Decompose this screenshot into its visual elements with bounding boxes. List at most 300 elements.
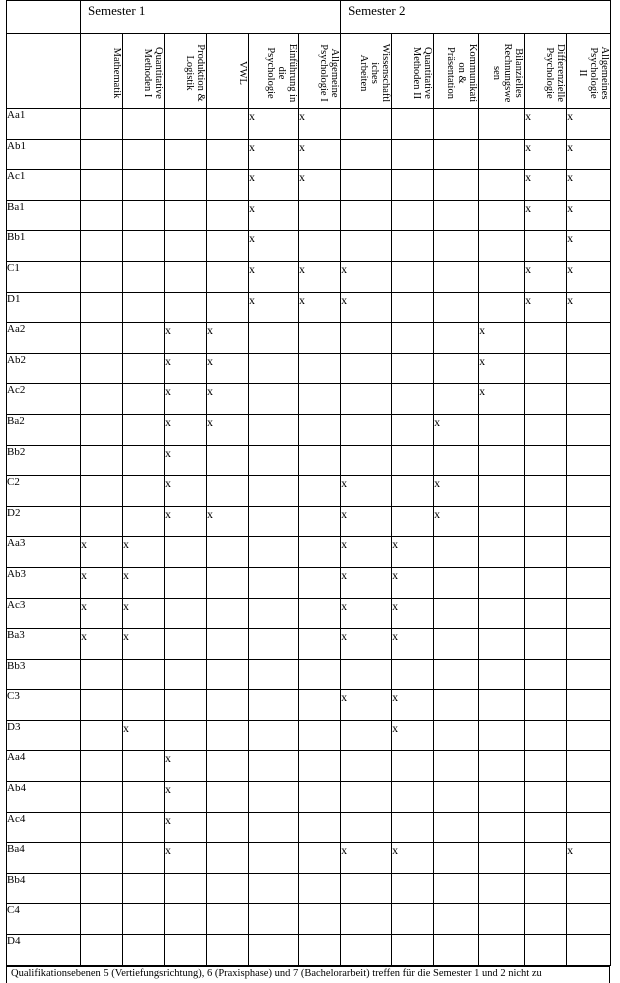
empty-cell bbox=[479, 231, 525, 262]
table-row bbox=[7, 843, 611, 874]
mark-cell: x bbox=[341, 506, 392, 537]
empty-cell bbox=[123, 353, 165, 384]
empty-cell bbox=[299, 231, 341, 262]
empty-cell bbox=[165, 904, 207, 935]
mark-cell: x bbox=[249, 139, 299, 170]
table-row bbox=[7, 139, 611, 170]
mark-cell: x bbox=[299, 139, 341, 170]
mark-cell: x bbox=[165, 843, 207, 874]
empty-cell bbox=[479, 537, 525, 568]
empty-cell bbox=[434, 629, 479, 660]
course-column-header bbox=[165, 34, 207, 109]
table-row bbox=[7, 904, 611, 935]
empty-cell bbox=[392, 139, 434, 170]
qualification-level-label: Ac4 bbox=[7, 812, 81, 843]
empty-cell bbox=[341, 109, 392, 140]
mark-cell: x bbox=[567, 292, 611, 323]
empty-cell bbox=[341, 170, 392, 201]
empty-cell bbox=[479, 782, 525, 813]
empty-cell bbox=[525, 690, 567, 721]
qualification-level-label: Ba2 bbox=[7, 414, 81, 445]
table-row bbox=[7, 598, 611, 629]
empty-cell bbox=[165, 598, 207, 629]
empty-cell bbox=[81, 812, 123, 843]
qualification-level-label: C3 bbox=[7, 690, 81, 721]
empty-cell bbox=[207, 873, 249, 904]
empty-cell bbox=[434, 751, 479, 782]
empty-cell bbox=[434, 782, 479, 813]
qualification-level-label: D1 bbox=[7, 292, 81, 323]
empty-cell bbox=[249, 873, 299, 904]
empty-cell bbox=[207, 567, 249, 598]
empty-cell bbox=[299, 720, 341, 751]
mark-cell: x bbox=[165, 751, 207, 782]
mark-cell: x bbox=[525, 170, 567, 201]
empty-cell bbox=[123, 170, 165, 201]
table-row bbox=[7, 476, 611, 507]
mark-cell: x bbox=[165, 506, 207, 537]
table-row bbox=[7, 506, 611, 537]
empty-cell bbox=[567, 476, 611, 507]
empty-cell bbox=[299, 751, 341, 782]
empty-cell bbox=[525, 445, 567, 476]
empty-cell bbox=[392, 200, 434, 231]
mark-cell: x bbox=[165, 353, 207, 384]
empty-cell bbox=[81, 384, 123, 415]
mark-cell: x bbox=[299, 292, 341, 323]
empty-cell bbox=[123, 904, 165, 935]
empty-cell bbox=[341, 231, 392, 262]
empty-cell bbox=[81, 231, 123, 262]
table-row bbox=[7, 414, 611, 445]
course-column-header bbox=[567, 34, 611, 109]
empty-cell bbox=[434, 567, 479, 598]
empty-cell bbox=[81, 690, 123, 721]
empty-cell bbox=[434, 935, 479, 966]
mark-cell: x bbox=[341, 843, 392, 874]
empty-cell bbox=[479, 200, 525, 231]
qualification-level-label: Ba3 bbox=[7, 629, 81, 660]
empty-cell bbox=[341, 873, 392, 904]
empty-cell bbox=[479, 414, 525, 445]
empty-cell bbox=[123, 782, 165, 813]
empty-cell bbox=[567, 690, 611, 721]
empty-cell bbox=[249, 782, 299, 813]
table-row bbox=[7, 323, 611, 354]
empty-cell bbox=[392, 476, 434, 507]
empty-cell bbox=[525, 720, 567, 751]
empty-cell bbox=[299, 567, 341, 598]
mark-cell: x bbox=[207, 414, 249, 445]
course-column-header bbox=[249, 34, 299, 109]
qualification-level-label: Ab1 bbox=[7, 139, 81, 170]
empty-cell bbox=[249, 476, 299, 507]
table-row bbox=[7, 109, 611, 140]
mark-cell: x bbox=[392, 567, 434, 598]
empty-cell bbox=[207, 170, 249, 201]
empty-cell bbox=[479, 904, 525, 935]
empty-cell bbox=[341, 782, 392, 813]
mark-cell: x bbox=[479, 384, 525, 415]
empty-cell bbox=[525, 353, 567, 384]
empty-cell bbox=[123, 261, 165, 292]
empty-cell bbox=[525, 904, 567, 935]
empty-cell bbox=[165, 629, 207, 660]
empty-cell bbox=[434, 109, 479, 140]
empty-cell bbox=[392, 170, 434, 201]
empty-cell bbox=[341, 935, 392, 966]
empty-cell bbox=[299, 904, 341, 935]
empty-cell bbox=[479, 873, 525, 904]
course-name: Kommunikati on & Präsentation bbox=[445, 43, 479, 103]
qualification-level-label: Ab3 bbox=[7, 567, 81, 598]
empty-cell bbox=[525, 782, 567, 813]
footnote: Qualifikationsebenen 5 (Vertiefungsrichtung), 6 (Praxisphase) und 7 (Bachelorarbeit) treffen für die Semester 1 und 2 nicht zu bbox=[6, 966, 610, 983]
empty-cell bbox=[207, 200, 249, 231]
empty-cell bbox=[81, 720, 123, 751]
mark-cell: x bbox=[123, 537, 165, 568]
mark-cell: x bbox=[165, 323, 207, 354]
table-row bbox=[7, 537, 611, 568]
table-row bbox=[7, 690, 611, 721]
empty-cell bbox=[249, 629, 299, 660]
empty-cell bbox=[299, 690, 341, 721]
matrix-body bbox=[7, 109, 611, 966]
mark-cell: x bbox=[341, 537, 392, 568]
empty-cell bbox=[567, 904, 611, 935]
mark-cell: x bbox=[81, 629, 123, 660]
empty-cell bbox=[299, 476, 341, 507]
mark-cell: x bbox=[123, 598, 165, 629]
empty-cell bbox=[525, 843, 567, 874]
table-row bbox=[7, 200, 611, 231]
course-name: Allgemeine Psychologie I bbox=[318, 44, 341, 102]
empty-cell bbox=[165, 935, 207, 966]
empty-cell bbox=[341, 904, 392, 935]
empty-cell bbox=[341, 353, 392, 384]
empty-cell bbox=[434, 261, 479, 292]
empty-cell bbox=[81, 200, 123, 231]
qualification-level-label: C1 bbox=[7, 261, 81, 292]
mark-cell: x bbox=[392, 629, 434, 660]
mark-cell: x bbox=[165, 414, 207, 445]
corner-cell bbox=[7, 1, 81, 34]
empty-cell bbox=[567, 567, 611, 598]
qualification-level-label: Ac1 bbox=[7, 170, 81, 201]
mark-cell: x bbox=[165, 476, 207, 507]
qualification-level-label: Bb2 bbox=[7, 445, 81, 476]
empty-cell bbox=[341, 720, 392, 751]
mark-cell: x bbox=[123, 567, 165, 598]
mark-cell: x bbox=[392, 598, 434, 629]
qualification-level-label: Aa4 bbox=[7, 751, 81, 782]
empty-cell bbox=[525, 384, 567, 415]
mark-cell: x bbox=[392, 690, 434, 721]
empty-cell bbox=[341, 414, 392, 445]
empty-cell bbox=[123, 384, 165, 415]
empty-cell bbox=[249, 751, 299, 782]
empty-cell bbox=[525, 323, 567, 354]
empty-cell bbox=[123, 659, 165, 690]
empty-cell bbox=[392, 353, 434, 384]
empty-cell bbox=[479, 751, 525, 782]
mark-cell: x bbox=[165, 445, 207, 476]
empty-cell bbox=[434, 445, 479, 476]
empty-cell bbox=[479, 261, 525, 292]
course-name: Einführung in die Psychologie bbox=[265, 43, 298, 103]
empty-cell bbox=[434, 231, 479, 262]
empty-cell bbox=[81, 139, 123, 170]
empty-cell bbox=[434, 843, 479, 874]
empty-cell bbox=[165, 170, 207, 201]
empty-cell bbox=[392, 292, 434, 323]
mark-cell: x bbox=[392, 537, 434, 568]
empty-cell bbox=[299, 659, 341, 690]
mark-cell: x bbox=[567, 139, 611, 170]
table-row bbox=[7, 261, 611, 292]
mark-cell: x bbox=[479, 323, 525, 354]
empty-cell bbox=[341, 323, 392, 354]
empty-cell bbox=[567, 323, 611, 354]
table-row bbox=[7, 720, 611, 751]
empty-cell bbox=[434, 690, 479, 721]
qualification-level-label: C2 bbox=[7, 476, 81, 507]
empty-cell bbox=[567, 384, 611, 415]
mark-cell: x bbox=[207, 323, 249, 354]
course-name: Bilanzielles Rechnungswe sen bbox=[491, 43, 525, 103]
qualification-level-label: Ba1 bbox=[7, 200, 81, 231]
empty-cell bbox=[165, 200, 207, 231]
empty-cell bbox=[567, 506, 611, 537]
empty-cell bbox=[123, 139, 165, 170]
qualification-level-label: Aa1 bbox=[7, 109, 81, 140]
qualification-level-label: C4 bbox=[7, 904, 81, 935]
empty-cell bbox=[81, 751, 123, 782]
table-row bbox=[7, 782, 611, 813]
empty-cell bbox=[525, 231, 567, 262]
empty-cell bbox=[479, 292, 525, 323]
mark-cell: x bbox=[165, 812, 207, 843]
course-column-header bbox=[207, 34, 249, 109]
empty-cell bbox=[525, 537, 567, 568]
empty-cell bbox=[479, 170, 525, 201]
empty-cell bbox=[525, 567, 567, 598]
qualification-level-label: Ac2 bbox=[7, 384, 81, 415]
empty-cell bbox=[299, 629, 341, 660]
empty-cell bbox=[249, 904, 299, 935]
semester-header-row bbox=[7, 1, 611, 34]
empty-cell bbox=[567, 782, 611, 813]
empty-cell bbox=[249, 843, 299, 874]
mark-cell: x bbox=[434, 476, 479, 507]
empty-cell bbox=[207, 139, 249, 170]
table-row bbox=[7, 873, 611, 904]
empty-cell bbox=[207, 231, 249, 262]
table-row bbox=[7, 170, 611, 201]
course-name: VWL bbox=[237, 61, 248, 85]
qualification-level-label: Bb1 bbox=[7, 231, 81, 262]
table-row bbox=[7, 567, 611, 598]
empty-cell bbox=[249, 323, 299, 354]
empty-cell bbox=[479, 812, 525, 843]
semester-header: Semester 1 bbox=[81, 1, 341, 34]
empty-cell bbox=[81, 445, 123, 476]
empty-cell bbox=[81, 935, 123, 966]
empty-cell bbox=[567, 873, 611, 904]
empty-cell bbox=[299, 812, 341, 843]
empty-cell bbox=[479, 843, 525, 874]
empty-cell bbox=[249, 414, 299, 445]
mark-cell: x bbox=[434, 414, 479, 445]
empty-cell bbox=[207, 659, 249, 690]
mark-cell: x bbox=[525, 292, 567, 323]
empty-cell bbox=[567, 537, 611, 568]
empty-cell bbox=[525, 629, 567, 660]
empty-cell bbox=[123, 690, 165, 721]
mark-cell: x bbox=[123, 629, 165, 660]
empty-cell bbox=[479, 476, 525, 507]
empty-cell bbox=[341, 812, 392, 843]
empty-cell bbox=[567, 812, 611, 843]
qualification-level-label: Ab2 bbox=[7, 353, 81, 384]
empty-cell bbox=[341, 139, 392, 170]
course-column-header bbox=[392, 34, 434, 109]
empty-cell bbox=[341, 445, 392, 476]
empty-cell bbox=[434, 904, 479, 935]
mark-cell: x bbox=[81, 598, 123, 629]
empty-cell bbox=[81, 292, 123, 323]
empty-cell bbox=[392, 231, 434, 262]
empty-cell bbox=[392, 782, 434, 813]
empty-cell bbox=[81, 782, 123, 813]
empty-cell bbox=[392, 414, 434, 445]
mark-cell: x bbox=[392, 843, 434, 874]
empty-cell bbox=[81, 261, 123, 292]
empty-cell bbox=[123, 873, 165, 904]
empty-cell bbox=[165, 261, 207, 292]
empty-cell bbox=[207, 843, 249, 874]
empty-cell bbox=[434, 170, 479, 201]
course-column-header bbox=[123, 34, 165, 109]
course-name: Wissenschaftl iches Arbeiten bbox=[358, 43, 392, 103]
qualification-level-label: Bb3 bbox=[7, 659, 81, 690]
mark-cell: x bbox=[123, 720, 165, 751]
empty-cell bbox=[525, 506, 567, 537]
table-row bbox=[7, 751, 611, 782]
empty-cell bbox=[392, 109, 434, 140]
empty-cell bbox=[392, 506, 434, 537]
empty-cell bbox=[165, 109, 207, 140]
empty-cell bbox=[434, 353, 479, 384]
course-name: Produktion & Logistik bbox=[184, 44, 206, 102]
empty-cell bbox=[392, 904, 434, 935]
mark-cell: x bbox=[479, 353, 525, 384]
empty-cell bbox=[567, 414, 611, 445]
course-name: Mathematik bbox=[111, 47, 122, 99]
empty-cell bbox=[165, 292, 207, 323]
empty-cell bbox=[299, 782, 341, 813]
empty-cell bbox=[207, 629, 249, 660]
mark-cell: x bbox=[392, 720, 434, 751]
mark-cell: x bbox=[525, 109, 567, 140]
mark-cell: x bbox=[165, 782, 207, 813]
empty-cell bbox=[434, 537, 479, 568]
empty-cell bbox=[123, 231, 165, 262]
empty-cell bbox=[207, 751, 249, 782]
empty-cell bbox=[207, 904, 249, 935]
mark-cell: x bbox=[299, 109, 341, 140]
mark-cell: x bbox=[249, 109, 299, 140]
empty-cell bbox=[249, 384, 299, 415]
course-name: Differenzielle Psychologie bbox=[544, 43, 567, 103]
empty-cell bbox=[299, 323, 341, 354]
qualification-matrix-table bbox=[6, 0, 611, 966]
empty-cell bbox=[249, 445, 299, 476]
empty-cell bbox=[299, 445, 341, 476]
mark-cell: x bbox=[525, 261, 567, 292]
empty-cell bbox=[249, 567, 299, 598]
semester-header: Semester 2 bbox=[341, 1, 611, 34]
table-row bbox=[7, 659, 611, 690]
empty-cell bbox=[479, 506, 525, 537]
empty-cell bbox=[299, 598, 341, 629]
course-column-header bbox=[525, 34, 567, 109]
mark-cell: x bbox=[81, 567, 123, 598]
table-row bbox=[7, 629, 611, 660]
empty-cell bbox=[479, 659, 525, 690]
empty-cell bbox=[123, 506, 165, 537]
mark-cell: x bbox=[341, 598, 392, 629]
mark-cell: x bbox=[299, 170, 341, 201]
empty-cell bbox=[165, 659, 207, 690]
mark-cell: x bbox=[207, 384, 249, 415]
empty-cell bbox=[392, 935, 434, 966]
empty-cell bbox=[567, 629, 611, 660]
mark-cell: x bbox=[249, 261, 299, 292]
empty-cell bbox=[165, 720, 207, 751]
empty-cell bbox=[434, 598, 479, 629]
empty-cell bbox=[207, 935, 249, 966]
table-row bbox=[7, 812, 611, 843]
empty-cell bbox=[207, 109, 249, 140]
empty-cell bbox=[123, 414, 165, 445]
course-header-row bbox=[7, 34, 611, 109]
empty-cell bbox=[525, 598, 567, 629]
empty-cell bbox=[249, 537, 299, 568]
mark-cell: x bbox=[567, 200, 611, 231]
empty-cell bbox=[165, 231, 207, 262]
empty-cell bbox=[434, 323, 479, 354]
table-row bbox=[7, 935, 611, 966]
empty-cell bbox=[249, 720, 299, 751]
empty-cell bbox=[567, 935, 611, 966]
empty-cell bbox=[479, 935, 525, 966]
mark-cell: x bbox=[341, 629, 392, 660]
qualification-level-label: D2 bbox=[7, 506, 81, 537]
empty-cell bbox=[165, 139, 207, 170]
empty-cell bbox=[299, 506, 341, 537]
mark-cell: x bbox=[525, 200, 567, 231]
empty-cell bbox=[341, 751, 392, 782]
course-name: Quantitative Methoden II bbox=[411, 46, 434, 100]
empty-cell bbox=[123, 445, 165, 476]
empty-cell bbox=[567, 751, 611, 782]
empty-cell bbox=[81, 170, 123, 201]
empty-cell bbox=[81, 659, 123, 690]
empty-cell bbox=[299, 384, 341, 415]
empty-cell bbox=[434, 200, 479, 231]
mark-cell: x bbox=[299, 261, 341, 292]
